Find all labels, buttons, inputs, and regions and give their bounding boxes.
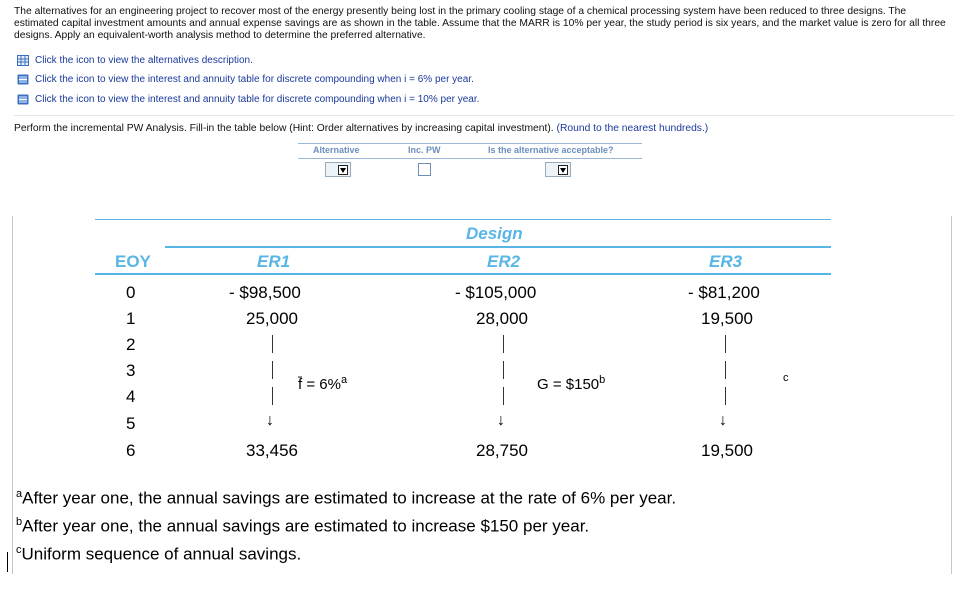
er2-bar: [503, 387, 504, 405]
chevron-down-icon[interactable]: [558, 165, 568, 175]
book-icon[interactable]: [17, 94, 29, 105]
down-arrow-icon: ↓: [266, 412, 274, 429]
eoy-6: 6: [126, 441, 136, 460]
acceptable-header: Is the alternative acceptable?: [488, 145, 614, 155]
link-label[interactable]: Click the icon to view the alternatives description.: [35, 55, 253, 66]
er3-year1: 19,500: [701, 309, 753, 328]
er3-year0: - $81,200: [688, 283, 760, 302]
alternatives-description-link[interactable]: [17, 55, 253, 66]
er1-header: ER1: [257, 252, 291, 271]
figure-top-rule: [95, 219, 831, 220]
instruction-hint: (Round to the nearest hundreds.): [556, 123, 709, 134]
chevron-down-icon[interactable]: [338, 165, 348, 175]
footnote-text: After year one, the annual savings are estimated to increase at the rate of 6% per year.: [22, 488, 677, 508]
er1-year6: 33,456: [246, 441, 298, 460]
er1-note: [298, 374, 347, 393]
eoy-5: 5: [126, 414, 136, 433]
book-icon[interactable]: [17, 74, 29, 85]
er2-year1: 28,000: [476, 309, 528, 328]
eoy-header: EOY: [115, 252, 151, 271]
er1-bar: [272, 387, 273, 405]
er2-year0: - $105,000: [455, 283, 537, 302]
er2-year6: 28,750: [476, 441, 528, 460]
er3-header: ER3: [709, 252, 743, 271]
alternative-header: Alternative: [313, 145, 360, 155]
footnote-marker: c: [16, 544, 22, 556]
link-label[interactable]: Click the icon to view the interest and annuity table for discrete compounding when i = 10% per year.: [35, 94, 480, 105]
eoy-4: 4: [126, 387, 136, 406]
inc-pw-header: Inc. PW: [408, 145, 441, 155]
interest-table-10-link[interactable]: [17, 94, 479, 105]
eoy-0: 0: [126, 283, 136, 302]
er1-bar: [272, 361, 273, 379]
table-icon[interactable]: [17, 55, 29, 66]
answer-table-header: [298, 143, 642, 159]
acceptable-dropdown[interactable]: [545, 162, 571, 177]
er3-bar: [725, 387, 726, 405]
down-arrow-icon: ↓: [719, 412, 727, 429]
inc-pw-input[interactable]: [418, 163, 431, 176]
instruction-text: Perform the incremental PW Analysis. Fill-in the table below (Hint: Order alternatives by increasing capital investment).: [14, 123, 554, 134]
er3-bar: [725, 361, 726, 379]
er3-bar: [725, 335, 726, 353]
eoy-1: 1: [126, 309, 136, 328]
header-rule: [95, 273, 831, 275]
divider: [14, 115, 954, 116]
design-rule: [165, 246, 831, 248]
er2-header: ER2: [487, 252, 521, 271]
er2-bar: [503, 335, 504, 353]
interest-table-6-link[interactable]: [17, 74, 474, 85]
text-cursor: [7, 552, 8, 572]
link-label[interactable]: Click the icon to view the interest and annuity table for discrete compounding when i = 6% per year.: [35, 74, 474, 85]
er1-note-sup: a: [340, 374, 348, 386]
er1-year0: - $98,500: [229, 283, 301, 302]
footnote-text: Uniform sequence of annual savings.: [21, 544, 302, 564]
eoy-3: 3: [126, 361, 136, 380]
er1-year1: 25,000: [246, 309, 298, 328]
er2-bar: [503, 361, 504, 379]
er2-note-text: G = $150: [537, 376, 600, 393]
instruction: [14, 123, 708, 134]
footnote-a: [16, 488, 676, 509]
figure-border-right: [951, 216, 952, 574]
alternative-dropdown[interactable]: [325, 162, 351, 177]
down-arrow-icon: ↓: [497, 412, 505, 429]
er1-note-text: f̄ = 6%: [298, 376, 341, 393]
design-label: Design: [466, 224, 523, 243]
footnote-marker: b: [16, 516, 23, 528]
er2-note-sup: b: [599, 374, 606, 386]
er2-note: [537, 374, 605, 393]
footnote-text: After year one, the annual savings are estimated to increase $150 per year.: [22, 516, 590, 536]
eoy-2: 2: [126, 335, 136, 354]
footnote-marker: a: [16, 488, 23, 500]
footnote-b: [16, 516, 589, 537]
figure-border-left: [12, 216, 13, 574]
er3-note: c: [783, 372, 789, 384]
er1-bar: [272, 335, 273, 353]
footnote-c: [16, 544, 301, 565]
er3-year6: 19,500: [701, 441, 753, 460]
problem-statement: The alternatives for an engineering project to recover most of the energy presently being lost in the primary cooling stage of a chemical processing system have been reduced to three designs. The estimated capital investment amounts and annual expense savings are as shown in the table. Assume that the MARR is 10% per year, the study period is six years, and the market value is zero for all three designs. Apply an equivalent-worth analysis method to determine the preferred alternative.: [14, 6, 946, 41]
